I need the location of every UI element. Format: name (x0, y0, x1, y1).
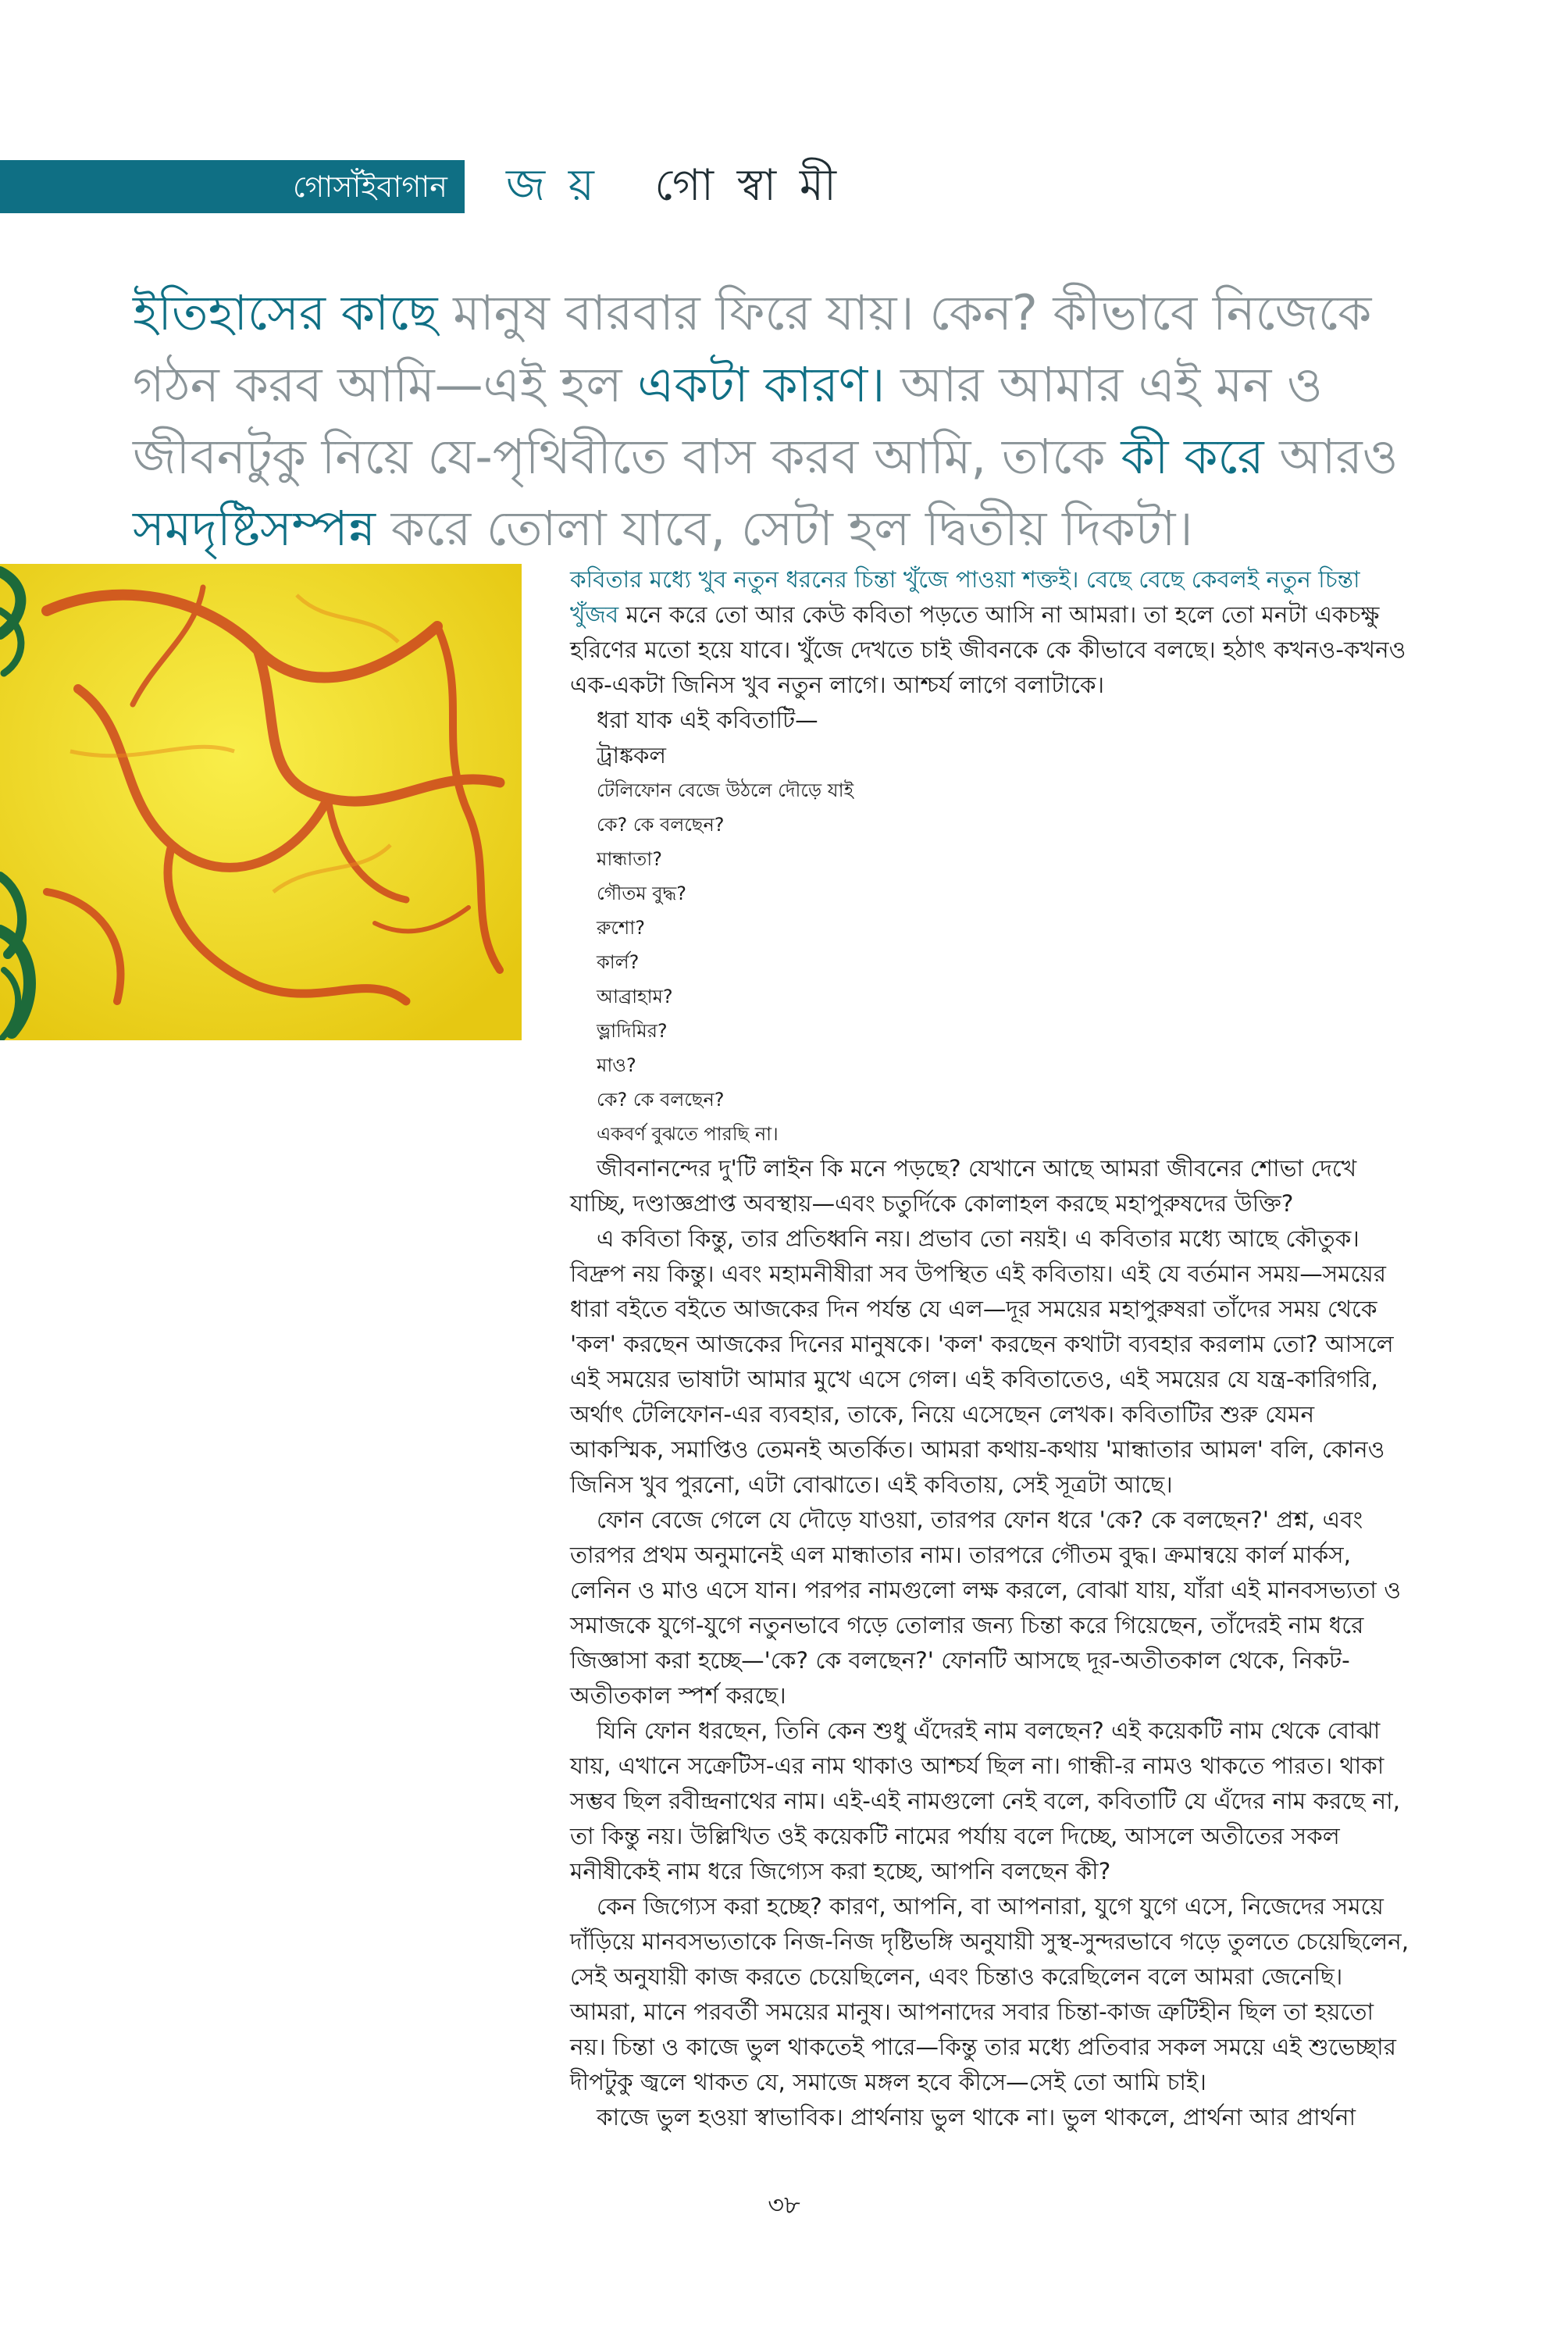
author-last-name: গো স্বা মী (654, 160, 841, 211)
poem-line: মান্ধাতা? (597, 848, 662, 870)
page-number: ৩৮ (768, 2190, 800, 2220)
poem-line: গৌতম বুদ্ধ? (597, 883, 686, 904)
article-paragraph: জীবনানন্দের দু'টি লাইন কি মনে পড়ছে? যেখানে আছে আমরা জীবনের শোভা দেখে যাচ্ছি, দণ্ডাজ্ঞপ্রাপ্ত অবস্থায়—এবং চতুর্দিকে কোলাহল করছে মহাপুরুষদের উক্তি? (570, 1155, 1357, 1217)
poem-block (570, 738, 1415, 1151)
decorative-artwork (0, 564, 522, 1040)
article-paragraph: ফোন বেজে গেলে যে দৌড়ে যাওয়া, তারপর ফোন ধরে 'কে? কে বলছেন?' প্রশ্ন, এবং তারপর প্রথম অনুমানেই এল মান্ধাতার নাম। তারপরে গৌতম বুদ্ধ। ক্রমান্বয়ে কার্ল মার্কস, লেনিন ও মাও এসে যান। পরপর নামগুলো লক্ষ করলে, বোঝা যায়, যাঁরা এই মানবসভ্যতা ও সমাজকে যুগে-যুগে নতুনভাবে গড়ে তোলার জন্য চিন্তা করে গিয়েছেন, তাঁদেরই নাম ধরে জিজ্ঞাসা করা হচ্ছে—'কে? কে বলছেন?' ফোনটি আসছে দূর-অতীতকাল থেকে, নিকট-অতীতকাল স্পর্শ করছে। (570, 1507, 1401, 1709)
intro-segment: একটা কারণ। (637, 356, 886, 413)
lead-rest: মনে করে তো আর কেউ কবিতা পড়তে আসি না আমরা। তা হলে তো মনটা একচক্ষু হরিণের মতো হয়ে যাবে। খুঁজে দেখতে চাই জীবনকে কে কীভাবে বলছে। হঠাৎ কখনও-কখনও এক-একটা জিনিস খুব নতুন লাগে। আশ্চর্য লাগে বলাটাকে। (570, 601, 1406, 698)
author-name (506, 156, 841, 216)
article-lead-paragraph (570, 562, 1415, 703)
poem-title: ট্রাঙ্ককল (597, 742, 667, 768)
article-body (570, 562, 1415, 2135)
intro-segment: করে তোলা যাবে, সেটা হল দ্বিতীয় দিকটা। (376, 500, 1193, 557)
artwork-illustration (0, 564, 522, 1040)
article-paragraph: কেন জিগ্যেস করা হচ্ছে? কারণ, আপনি, বা আপনারা, যুগে যুগে এসে, নিজেদের সময়ে দাঁড়িয়ে মানবসভ্যতাকে নিজ-নিজ দৃষ্টিভঙ্গি অনুযায়ী সুস্থ-সুন্দরভাবে গড়ে তুলতে চেয়েছিলেন, সেই অনুযায়ী কাজ করতে চেয়েছিলেন, এবং চিন্তাও করেছিলেন বলে আমরা জেনেছি। আমরা, মানে পরবর্তী সময়ের মানুষ। আপনাদের সবার চিন্তা-কাজ ত্রুটিহীন ছিল তা হয়তো নয়। চিন্তা ও কাজে ভুল থাকতেই পারে—কিন্তু তার মধ্যে প্রতিবার সকল সময়ে এই শুভেচ্ছার দীপটুকু জ্বলে থাকত যে, সমাজে মঙ্গল হবে কীসে—সেই তো আমি চাই। (570, 1893, 1409, 2095)
section-band (0, 160, 465, 213)
article-paragraph: কাজে ভুল হওয়া স্বাভাবিক। প্রার্থনায় ভুল থাকে না। ভুল থাকলে, প্রার্থনা আর প্রার্থনা (597, 2104, 1356, 2131)
poem-line: কে? কে বলছেন? (597, 814, 725, 836)
poem-line: টেলিফোন বেজে উঠলে দৌড়ে যাই (597, 779, 854, 801)
poem-line: কে? কে বলছেন? (597, 1089, 725, 1111)
poem-line: ভ্লাদিমির? (597, 1020, 668, 1042)
poem-intro: ধরা যাক এই কবিতাটি— (597, 707, 818, 733)
poem-line: কার্ল? (597, 951, 640, 973)
lead-highlight: কবিতার মধ্যে খুব নতুন ধরনের চিন্তা খুঁজে পাওয়া শক্তই। বেছে বেছে কেবলই নতুন চিন্তা খুঁজব (570, 566, 1360, 628)
intro-segment: মানুষ বারবার ফিরে যায়। কেন? কীভাবে নিজেকে গঠন করব আমি—এই হল (133, 284, 1372, 413)
intro-segment: ইতিহাসের কাছে (133, 284, 438, 341)
poem-line: আব্রাহাম? (597, 986, 673, 1007)
intro-segment: আর আমার এই মন ও জীবনটুকু নিয়ে যে-পৃথিবীতে বাস করব আমি, তাকে (133, 356, 1323, 485)
intro-segment: আরও (1263, 428, 1399, 485)
article-paragraph: এ কবিতা কিন্তু, তার প্রতিধ্বনি নয়। প্রভাব তো নয়ই। এ কবিতার মধ্যে আছে কৌতুক। বিদ্রুপ নয় কিন্তু। এবং মহামনীষীরা সব উপস্থিত এই কবিতায়। এই যে বর্তমান সময়—সময়ের ধারা বইতে বইতে আজকের দিন পর্যন্ত যে এল—দূর সময়ের মহাপুরুষরা তাঁদের সময় থেকে 'কল' করছেন আজকের দিনের মানুষকে। 'কল' করছেন কথাটা ব্যবহার করলাম তো? আসলে এই সময়ের ভাষাটা আমার মুখে এসে গেল। এই কবিতাতেও, এই সময়ের যে যন্ত্র-কারিগরি, অর্থাৎ টেলিফোন-এর ব্যবহার, তাকে, নিয়ে এসেছেন লেখক। কবিতাটির শুরু যেমন আকস্মিক, সমাপ্তিও তেমনই অতর্কিত। আমরা কথায়-কথায় 'মান্ধাতার আমল' বলি, কোনও জিনিস খুব পুরনো, এটা বোঝাতে। এই কবিতায়, সেই সূত্রটা আছে। (570, 1225, 1394, 1498)
author-first-name: জ য় (506, 160, 599, 211)
poem-line: মাও? (597, 1054, 636, 1076)
article-paragraph: যিনি ফোন ধরছেন, তিনি কেন শুধু এঁদেরই নাম বলছেন? এই কয়েকটি নাম থেকে বোঝা যায়, এখানে সক্রেটিস-এর নাম থাকাও আশ্চর্য ছিল না। গান্ধী-র নামও থাকতে পারত। থাকা সম্ভব ছিল রবীন্দ্রনাথের নাম। এই-এই নামগুলো নেই বলে, কবিতাটি যে এঁদের নাম করছে না, তা কিন্তু নয়। উল্লিখিত ওই কয়েকটি নামের পর্যায় বলে দিচ্ছে, আসলে অতীতের সকল মনীষীকেই নাম ধরে জিগ্যেস করা হচ্ছে, আপনি বলছেন কী? (570, 1717, 1401, 1885)
intro-segment: সমদৃষ্টিসম্পন্ন (133, 500, 376, 557)
intro-segment: কী করে (1121, 428, 1264, 485)
poem-line: একবর্ণ বুঝতে পারছি না। (597, 1123, 779, 1145)
section-label: গোসাঁইবাগান (292, 169, 447, 204)
poem-line: রুশো? (597, 917, 645, 939)
poem-lines (597, 773, 1415, 1151)
intro-pull-quote (133, 277, 1421, 565)
